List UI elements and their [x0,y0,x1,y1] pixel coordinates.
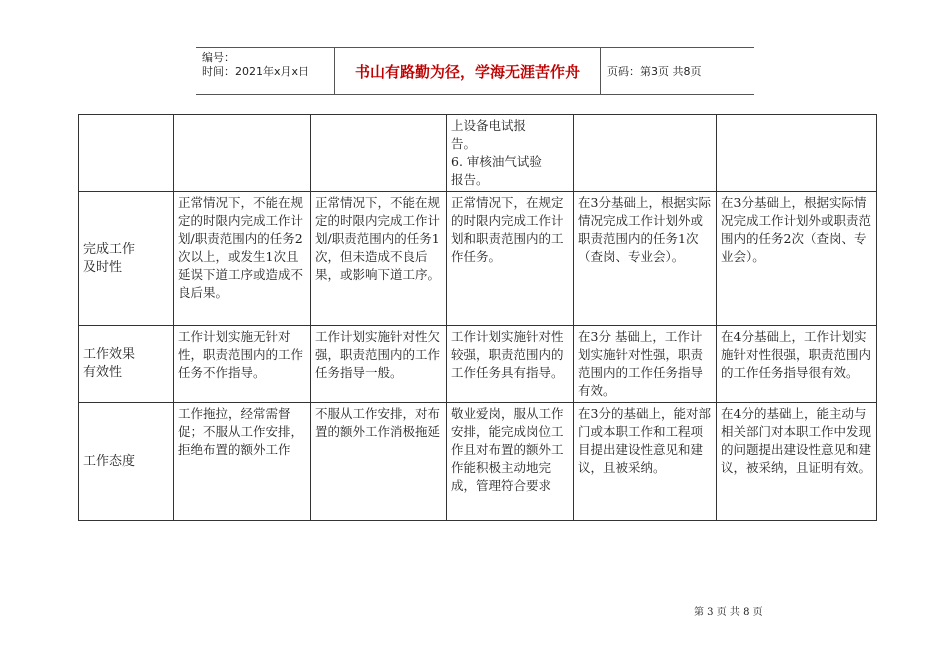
row-label: 工作效果 有效性 [79,326,174,403]
table-cell: 工作计划实施针对性较强，职责范围内的工作任务具有指导。 [447,326,574,403]
table-cell: 在3分基础上，根据实际情况完成工作计划外或职责范围内的任务2次（查岗、专业会）。 [717,192,877,326]
row-label [79,115,174,192]
header-motto: 书山有路勤为径，学海无涯苦作舟 [335,48,601,94]
table-row [79,403,877,521]
table-cell [717,115,877,192]
table-row [79,326,877,403]
table-cell: 在4分基础上，工作计划实施针对性很强，职责范围内的工作任务指导很有效。 [717,326,877,403]
table-cell: 不服从工作安排，对布置的额外工作消极拖延 [311,403,447,521]
table-cell: 在4分的基础上，能主动与相关部门对本职工作中发现的问题提出建设性意见和建议，被采纳，且证明有效。 [717,403,877,521]
table-cell: 在3分 基础上，工作计划实施针对性强，职责范围内的工作任务指导有效。 [574,326,717,403]
header-meta [196,48,335,94]
row-label: 工作态度 [79,403,174,521]
row-label: 完成工作 及时性 [79,192,174,326]
table-cell: 在3分基础上，根据实际情况完成工作计划外或职责范围内的任务1次（查岗、专业会）。 [574,192,717,326]
document-date-label: 时间：2021年x月x日 [202,65,310,78]
table-cell [311,115,447,192]
table-cell: 敬业爱岗，服从工作安排，能完成岗位工作且对布置的额外工作能积极主动地完成，管理符合要求 [447,403,574,521]
table-cell: 工作计划实施无针对性，职责范围内的工作任务不作指导。 [174,326,311,403]
table-cell: 工作拖拉，经常需督促；不服从工作安排，拒绝布置的额外工作 [174,403,311,521]
table-cell: 上设备电试报 告。 6. 审核油气试验 报告。 [447,115,574,192]
table-cell [174,115,311,192]
table-cell: 工作计划实施针对性欠强，职责范围内的工作任务指导一般。 [311,326,447,403]
table-cell: 正常情况下，在规定的时限内完成工作计划和职责范围内的工作任务。 [447,192,574,326]
document-number-label: 编号： [202,51,235,64]
page-header [196,47,754,95]
header-page-number: 页码：第3页 共8页 [607,65,702,78]
table-cell [574,115,717,192]
table-row [79,115,877,192]
table-cell: 正常情况下，不能在规定的时限内完成工作计划/职责范围内的任务2次以上，或发生1次且延误下道工序或造成不良后果。 [174,192,311,326]
table-row [79,192,877,326]
evaluation-table [78,114,877,521]
table-cell: 正常情况下，不能在规定的时限内完成工作计划/职责范围内的任务1次，但未造成不良后果，或影响下道工序。 [311,192,447,326]
page-footer: 第 3 页 共 8 页 [694,607,763,618]
table-cell: 在3分的基础上，能对部门或本职工作和工程项目提出建设性意见和建议，且被采纳。 [574,403,717,521]
